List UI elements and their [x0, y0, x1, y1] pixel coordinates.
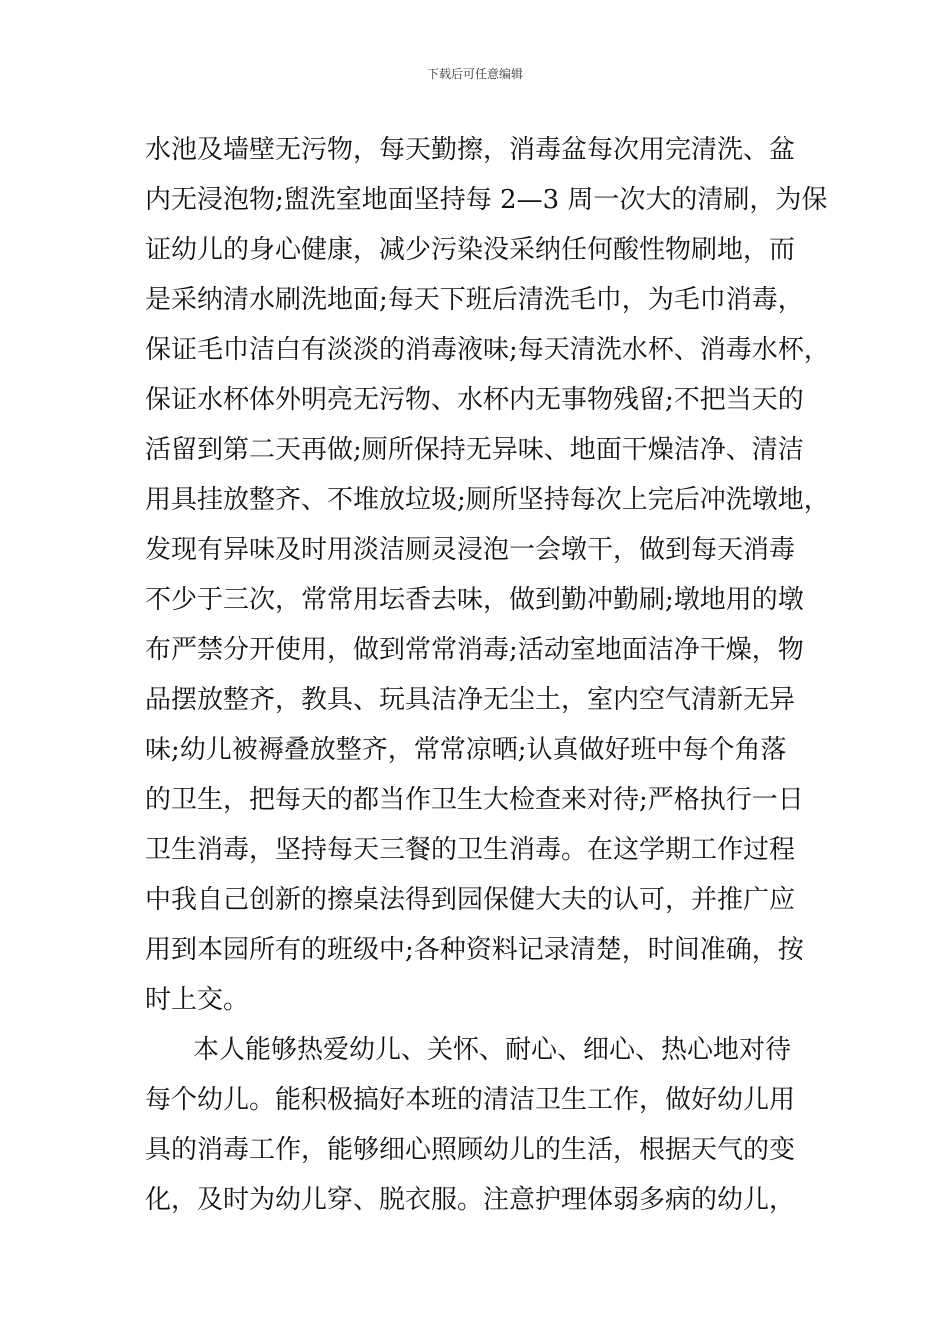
text-line: 每个幼儿。能积极搞好本班的清洁卫生工作，做好幼儿用	[145, 1085, 796, 1115]
text-line: 活留到第二天再做;厕所保持无异味、地面干燥洁净、清洁	[145, 435, 804, 465]
text-line: 品摆放整齐，教具、玩具洁净无尘土，室内空气清新无异	[145, 685, 796, 715]
text-line: 是采纳清水刷洗地面;每天下班后清洗毛巾，为毛巾消毒，	[145, 285, 804, 315]
text-line: 卫生消毒，坚持每天三餐的卫生消毒。在这学期工作过程	[145, 835, 796, 865]
page-header: 下载后可任意编辑	[426, 67, 523, 81]
text-line: 的卫生，把每天的都当作卫生大检查来对待;严格执行一日	[145, 785, 804, 815]
text-line: 不少于三次，常常用坛香去味，做到勤冲勤刷;墩地用的墩	[145, 585, 804, 615]
text-line: 本人能够热爱幼儿、关怀、耐心、细心、热心地对待	[193, 1035, 792, 1065]
text-line: 用具挂放整齐、不堆放垃圾;厕所坚持每次上完后冲洗墩地，	[145, 485, 830, 515]
text-line: 中我自己创新的擦桌法得到园保健大夫的认可，并推广应	[145, 885, 796, 915]
text-line: 味;幼儿被褥叠放整齐，常常凉晒;认真做好班中每个角落	[145, 735, 787, 765]
text-line: 保证水杯体外明亮无污物、水杯内无事物残留;不把当天的	[145, 385, 804, 415]
text-line: 布严禁分开使用，做到常常消毒;活动室地面洁净干燥，物	[145, 635, 804, 665]
text-line: 具的消毒工作，能够细心照顾幼儿的生活，根据天气的变	[145, 1135, 796, 1165]
text-line: 化，及时为幼儿穿、脱衣服。注意护理体弱多病的幼儿，	[145, 1185, 796, 1215]
text-line: 水池及墙壁无污物，每天勤擦，消毒盆每次用完清洗、盆	[145, 135, 796, 165]
text-line: 时上交。	[145, 985, 250, 1015]
text-line: 内无浸泡物;盥洗室地面坚持每 2—3 周一次大的清刷，为保	[145, 185, 828, 215]
document-body	[145, 125, 830, 1225]
paragraph-2	[145, 1025, 825, 1225]
text-line: 发现有异味及时用淡洁厕灵浸泡一会墩干，做到每天消毒	[145, 535, 796, 565]
paragraph-1	[145, 125, 830, 1025]
text-line: 用到本园所有的班级中;各种资料记录清楚，时间准确，按	[145, 935, 804, 965]
text-line: 证幼儿的身心健康，减少污染没采纳任何酸性物刷地，而	[145, 235, 796, 265]
text-line: 保证毛巾洁白有淡淡的消毒液味;每天清洗水杯、消毒水杯，	[145, 335, 830, 365]
